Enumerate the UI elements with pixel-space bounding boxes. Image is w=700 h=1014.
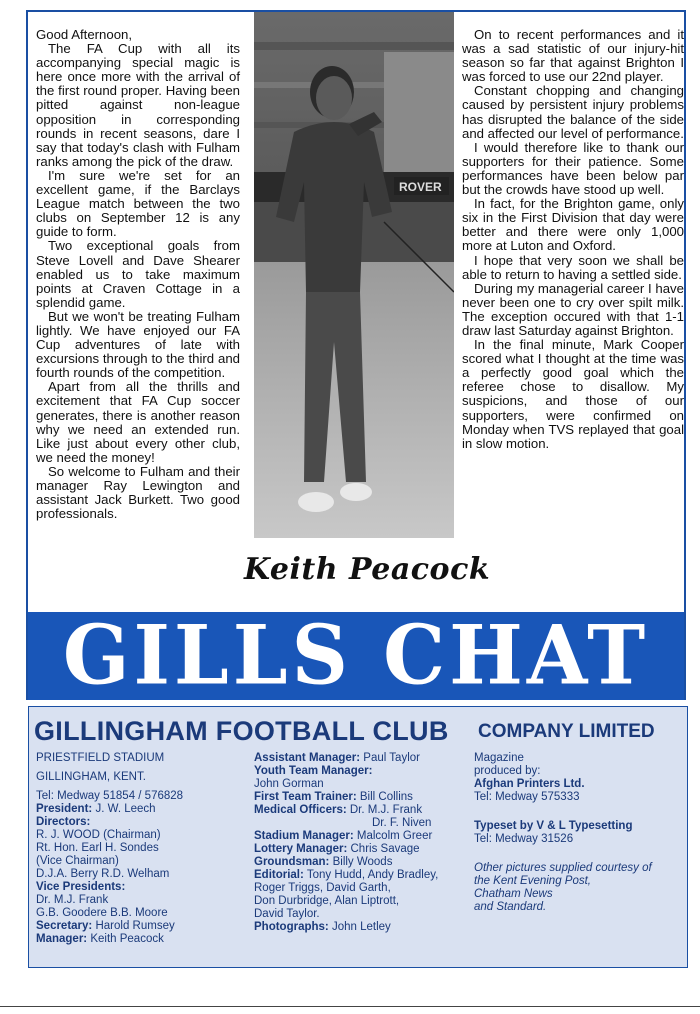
paragraph: But we won't be treating Fulham lightly. We have enjoyed our FA Cup adventures of late with excursions through to the third and fourth rounds of the competition. (36, 308, 240, 381)
credit-line: the Kent Evening Post, (474, 875, 591, 887)
directors-label: Directors: (36, 816, 91, 828)
photographs: Photographs: John Letley (254, 921, 391, 933)
telephone: Tel: Medway 51854 / 576828 (36, 790, 184, 802)
stadium-manager: Stadium Manager: Malcolm Greer (254, 830, 433, 842)
club-name: GILLINGHAM FOOTBALL CLUB (34, 716, 449, 746)
typesetter-telephone: Tel: Medway 31526 (474, 833, 574, 845)
credit-line: and Standard. (474, 901, 547, 913)
page-edge (0, 1006, 700, 1007)
paragraph: In the final minute, Mark Cooper scored what I thought at the time was a perfectly good goal which the referee chose to disallow. My suspicions, and those of our supporters, were confirmed on Monday when TVS replayed that goal in slow motion. (462, 337, 684, 451)
paragraph: Constant chopping and changing caused by persistent injury problems has disrupted the balance of the side and affected our level of performance. (462, 83, 684, 141)
title-banner (28, 607, 684, 704)
paragraph: The FA Cup with all its accompanying special magic is here once more with the arrival of the first round proper. Having been pitted against non-league opposition in corresponding rounds in recent seasons, dare I say that today's clash with Fulham ranks among the pick of the draw. (36, 41, 240, 169)
paragraph: So welcome to Fulham and their manager Ray Lewington and assistant Jack Burkett. Two good professionals. (36, 463, 240, 522)
credit-line: Other pictures supplied courtesy of (474, 862, 652, 874)
vice-presidents-label: Vice Presidents: (36, 881, 126, 893)
greeting: Good Afternoon, (36, 27, 133, 42)
printer-telephone: Tel: Medway 575333 (474, 791, 580, 803)
club-info-column-3 (474, 752, 688, 914)
paragraph: Apart from all the thrills and excitement that FA Cup soccer generates, there is another reason why we need an extended run. Like just about every other club, we need the money! (36, 379, 240, 465)
printer: Afghan Printers Ltd. (474, 778, 585, 790)
address-line: PRIESTFIELD STADIUM (36, 752, 165, 764)
magazine-line: Magazine (474, 752, 524, 764)
vice-president: Dr. M.J. Frank (36, 894, 109, 906)
editorial-line: Roger Triggs, David Garth, (254, 882, 391, 894)
credit-line: Chatham News (474, 888, 553, 900)
vice-president: G.B. Goodere B.B. Moore (36, 907, 168, 919)
youth-team-manager-name: John Gorman (254, 778, 324, 790)
manager: Manager: Keith Peacock (36, 933, 164, 945)
magazine-line: produced by: (474, 765, 541, 777)
paragraph: In fact, for the Brighton game, only six in the First Division that day were better and there were only 1,000 more at Luton and Oxford. (462, 196, 684, 254)
editorial: Editorial: Tony Hudd, Andy Bradley, (254, 869, 439, 881)
article-left-column (36, 28, 240, 521)
club-info-column-2 (254, 752, 464, 934)
article-right-column (462, 28, 684, 451)
club-name-suffix: COMPANY LIMITED (478, 721, 655, 742)
medical-officer: Dr. F. Niven (372, 817, 432, 829)
paragraph: During my managerial career I have never been one to cry over spilt milk. The exception occured with that 1-1 draw last Saturday against Brighton. (462, 280, 684, 338)
author-signature: Keith Peacock (244, 552, 491, 587)
secretary: Secretary: Harold Rumsey (36, 920, 175, 932)
medical-officers: Medical Officers: Dr. M.J. Frank (254, 804, 423, 816)
director: (Vice Chairman) (36, 855, 119, 867)
youth-team-manager: Youth Team Manager: (254, 765, 373, 777)
director: Rt. Hon. Earl H. Sondes (36, 842, 159, 854)
club-info-column-1 (36, 752, 246, 946)
editorial-line: Don Durbridge, Alan Liptrott, (254, 895, 400, 907)
address-line: GILLINGHAM, KENT. (36, 771, 146, 783)
paragraph: I hope that very soon we shall be able to return to having a settled side. (462, 252, 684, 282)
banner-title: GILLS CHAT (62, 607, 650, 704)
first-team-trainer: First Team Trainer: Bill Collins (254, 791, 413, 803)
director: R. J. WOOD (Chairman) (36, 829, 161, 841)
typesetter: Typeset by V & L Typesetting (474, 820, 633, 832)
editorial-line: David Taylor. (254, 908, 320, 920)
paragraph: Two exceptional goals from Steve Lovell and Dave Shearer enabled us to take maximum points at Craven Cottage in a splendid game. (36, 238, 240, 310)
assistant-manager: Assistant Manager: Paul Taylor (254, 752, 420, 764)
pitch-advert-text: ROVER (399, 180, 442, 194)
paragraph: I'm sure we're set for an excellent game, if the Barclays League match between the two clubs on September 12 is any guide to form. (36, 167, 240, 240)
president: President: J. W. Leech (36, 803, 156, 815)
paragraph: I would therefore like to thank our supporters for their patience. Some performances have been below par but the crowds have stood up well. (462, 139, 684, 198)
paragraph: On to recent performances and it was a sad statistic of our injury-hit season so far that against Brighton I was forced to use our 22nd player. (462, 27, 684, 85)
manager-photo (254, 12, 454, 538)
lottery-manager: Lottery Manager: Chris Savage (254, 843, 420, 855)
groundsman: Groundsman: Billy Woods (254, 856, 393, 868)
director: D.J.A. Berry R.D. Welham (36, 868, 170, 880)
